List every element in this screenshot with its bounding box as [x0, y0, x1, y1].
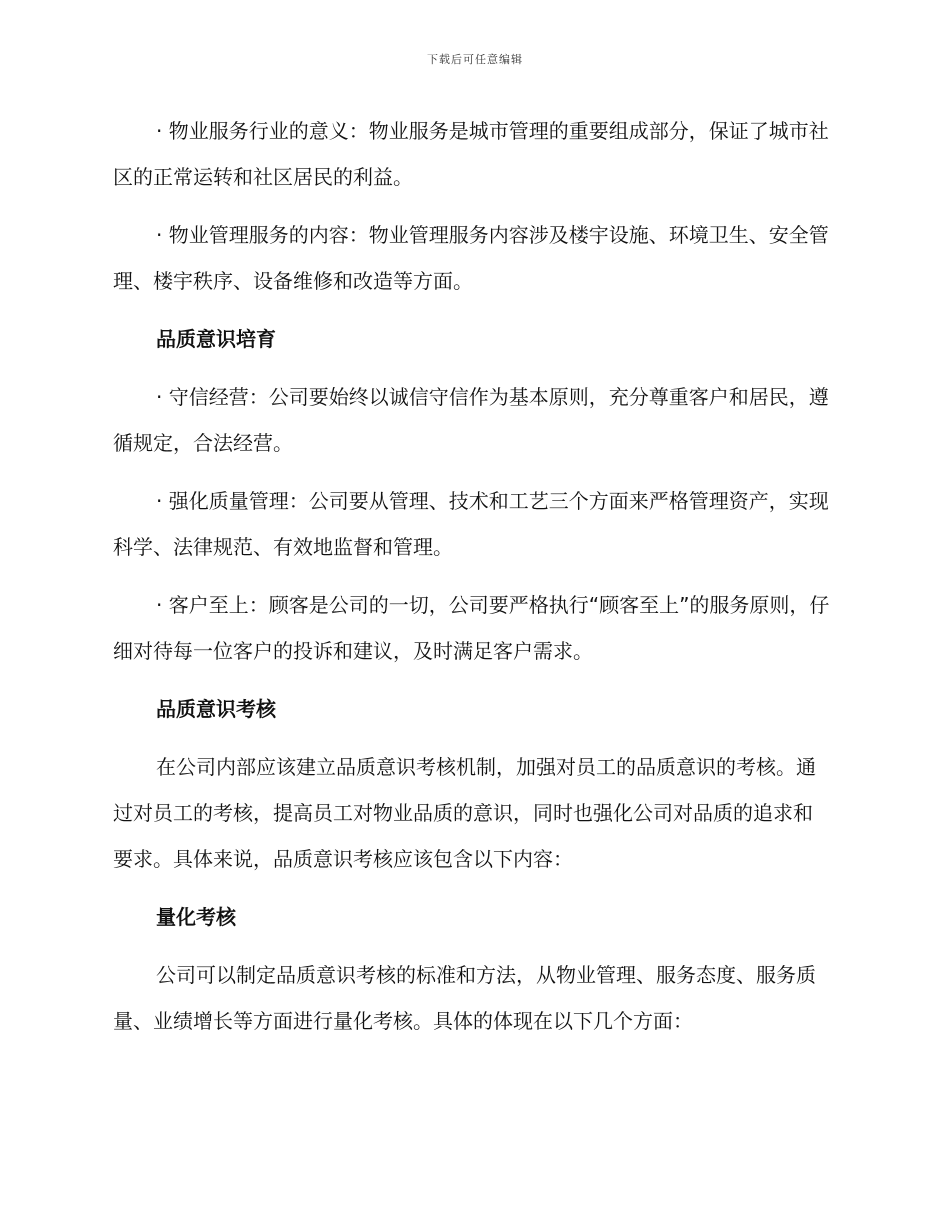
document-body: [113, 108, 831, 1056]
paragraph-service-content: · 物业管理服务的内容：物业管理服务内容涉及楼宇设施、环境卫生、安全管理、楼宇秩序、设备维修和改造等方面。: [113, 223, 829, 293]
section-heading-quality-cultivation: 品质意识培育: [156, 327, 276, 351]
paragraph-honest-operation: · 守信经营：公司要始终以诚信守信作为基本原则，充分尊重客户和居民，遵循规定，合法经营。: [113, 385, 829, 455]
section-heading-quantitative-assessment: 量化考核: [156, 905, 236, 929]
paragraph-industry-meaning: · 物业服务行业的意义：物业服务是城市管理的重要组成部分，保证了城市社区的正常运转和社区居民的利益。: [113, 119, 829, 189]
paragraph-quantitative-methods: 公司可以制定品质意识考核的标准和方法，从物业管理、服务态度、服务质量、业绩增长等方面进行量化考核。具体的体现在以下几个方面：: [113, 963, 816, 1033]
paragraph-quality-management: · 强化质量管理：公司要从管理、技术和工艺三个方面来严格管理资产，实现科学、法律规范、有效地监督和管理。: [113, 489, 829, 559]
paragraph-assessment-mechanism: 在公司内部应该建立品质意识考核机制，加强对员工的品质意识的考核。通过对员工的考核，提高员工对物业品质的意识，同时也强化公司对品质的追求和要求。具体来说，品质意识考核应该包含以下内容：: [113, 755, 816, 871]
section-heading-quality-assessment: 品质意识考核: [156, 697, 276, 721]
paragraph-customer-first: · 客户至上：顾客是公司的一切，公司要严格执行“顾客至上”的服务原则，仔细对待每一位客户的投诉和建议，及时满足客户需求。: [113, 593, 830, 663]
page-header: 下载后可任意编辑: [427, 53, 523, 66]
